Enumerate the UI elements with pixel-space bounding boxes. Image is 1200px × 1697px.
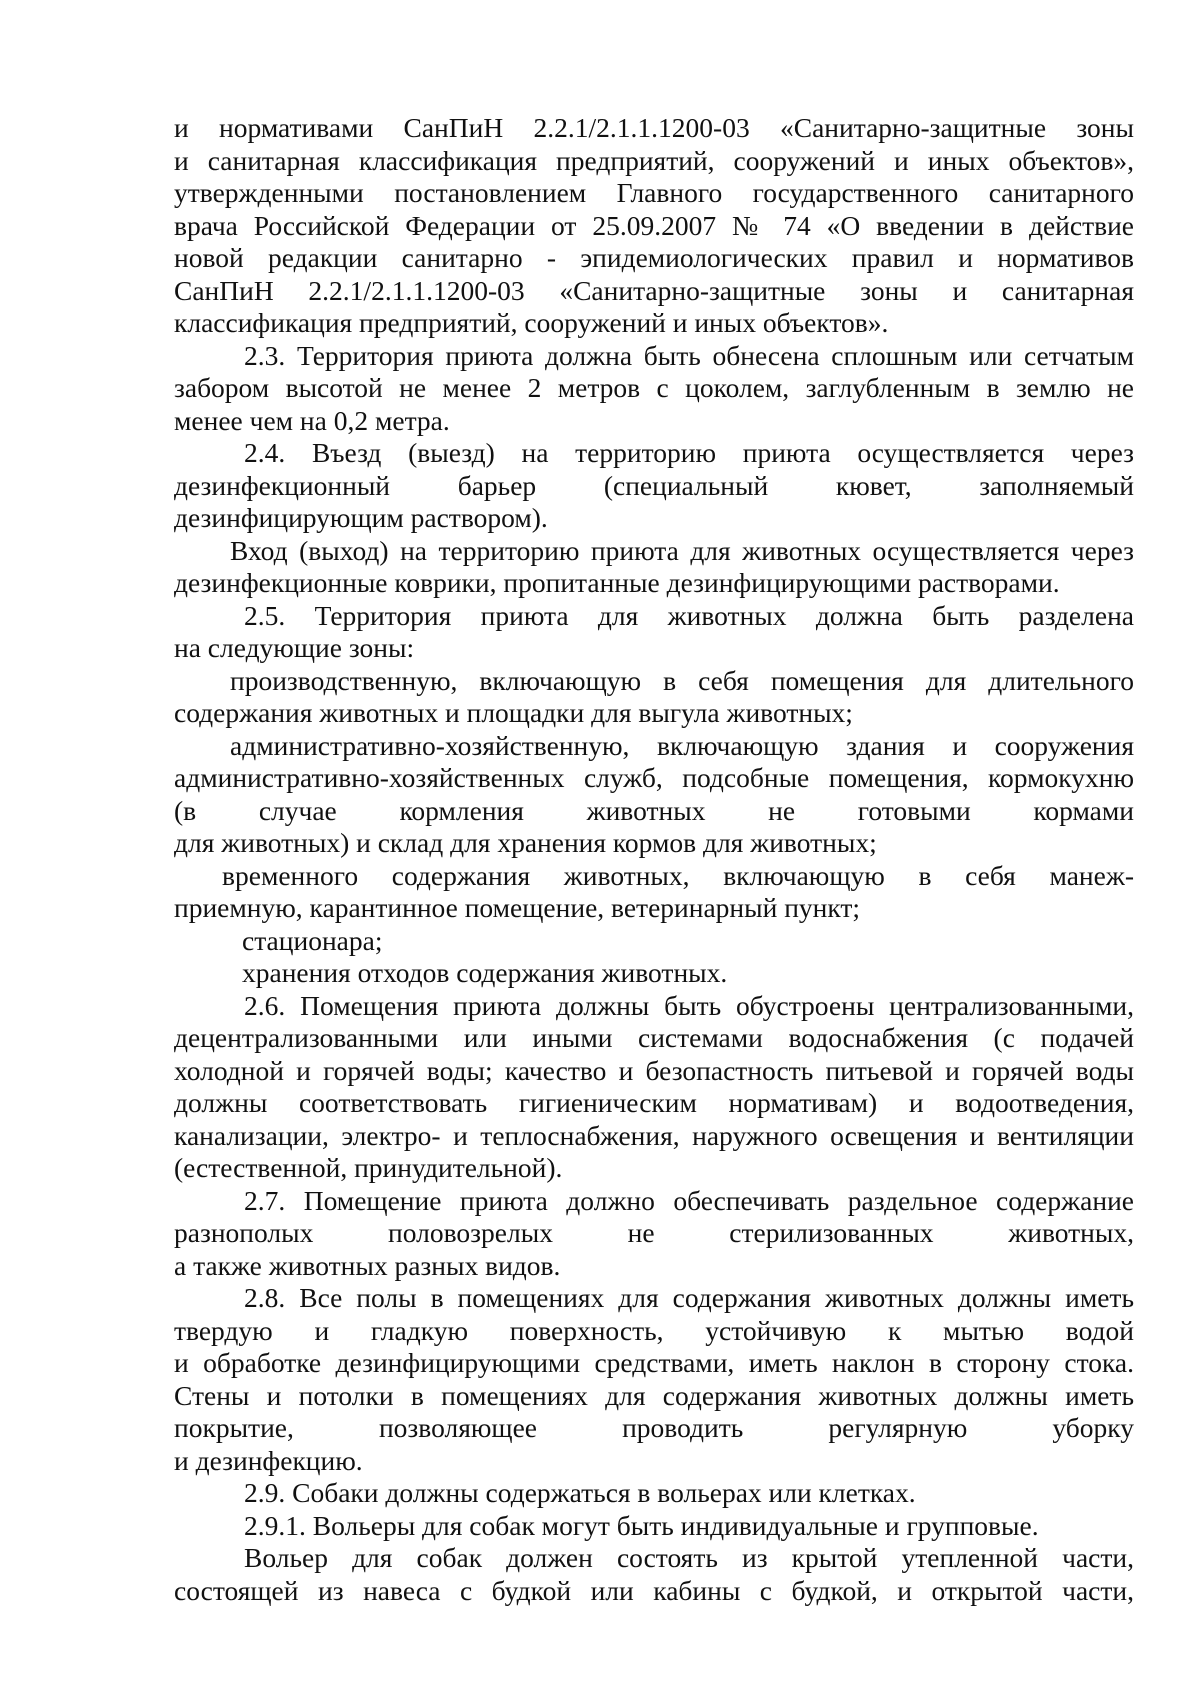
zone-admin-line: административно-хозяйственную, включающую здания и сооружения <box>230 729 1134 761</box>
text-line: менее чем на 0,2 метра. <box>174 404 450 436</box>
text-line: (естественной, принудительной). <box>174 1152 563 1183</box>
text-line: твердую и гладкую поверхность, устойчивую к мытью водой <box>174 1314 1134 1346</box>
text-line: должны соответствовать гигиеническим нормативам) и водоотведения, <box>174 1087 1134 1118</box>
paragraph-2-9-line: 2.9. Собаки должны содержаться в вольерах или клетках. <box>244 1477 916 1508</box>
zone-production-line: производственную, включающую в себя помещения для длительного <box>230 664 1134 696</box>
text-line: покрытие, позволяющее проводить регулярную уборку <box>174 1412 1134 1443</box>
paragraph-entry-line: Вход (выход) на территорию приюта для животных осуществляется через <box>230 534 1134 566</box>
paragraph-2-9-1-line: 2.9.1. Вольеры для собак могут быть индивидуальные и групповые. <box>244 1509 1039 1541</box>
document-body <box>174 112 1134 1607</box>
text-line: приемную, карантинное помещение, ветеринарный пункт; <box>174 892 861 923</box>
text-line: и нормативами СанПиН 2.2.1/2.1.1.1200-03 «Санитарно-защитные зоны <box>174 112 1134 143</box>
paragraph-2-6-line: 2.6. Помещения приюта должны быть обустроены централизованными, <box>244 989 1134 1021</box>
text-line: и дезинфекцию. <box>174 1444 363 1476</box>
text-line: утвержденными постановлением Главного государственного санитарного <box>174 177 1134 208</box>
text-line: и санитарная классификация предприятий, сооружений и иных объектов», <box>174 144 1134 176</box>
text-line: дезинфекционный барьер (специальный кювет, заполняемый <box>174 469 1134 501</box>
zone-temporary-line: временного содержания животных, включающую в себя манеж- <box>222 859 1134 891</box>
text-line: дезинфицирующим раствором). <box>174 502 548 533</box>
text-line: дезинфекционные коврики, пропитанные дезинфицирующими растворами. <box>174 567 1060 598</box>
text-line: для животных) и склад для хранения кормов для животных; <box>174 827 877 858</box>
text-line: холодной и горячей воды; качество и безопастность питьевой и горячей воды <box>174 1054 1134 1086</box>
text-line: административно-хозяйственных служб, подсобные помещения, кормокухню <box>174 762 1134 793</box>
text-line: состоящей из навеса с будкой или кабины с будкой, и открытой части, <box>174 1574 1134 1606</box>
text-line: содержания животных и площадки для выгула животных; <box>174 697 853 728</box>
paragraph-2-5-line: 2.5. Территория приюта для животных должна быть разделена <box>244 599 1134 631</box>
paragraph-enclosure-line: Вольер для собак должен состоять из крытой утепленной части, <box>244 1542 1134 1573</box>
text-line: децентрализованными или иными системами водоснабжения (с подачей <box>174 1022 1134 1053</box>
text-line: Стены и потолки в помещениях для содержания животных должны иметь <box>174 1379 1134 1411</box>
text-line: классификация предприятий, сооружений и иных объектов». <box>174 307 889 338</box>
zone-hospital-line: стационара; <box>242 924 383 956</box>
text-line: канализации, электро- и теплоснабжения, наружного освещения и вентиляции <box>174 1119 1134 1151</box>
zone-waste-line: хранения отходов содержания животных. <box>242 957 728 988</box>
paragraph-2-8-line: 2.8. Все полы в помещениях для содержания животных должны иметь <box>244 1282 1134 1313</box>
text-line: а также животных разных видов. <box>174 1249 561 1281</box>
text-line: СанПиН 2.2.1/2.1.1.1200-03 «Санитарно-защитные зоны и санитарная <box>174 274 1134 306</box>
paragraph-2-4-line: 2.4. Въезд (выезд) на территорию приюта осуществляется через <box>244 437 1134 468</box>
text-line: разнополых половозрелых не стерилизованных животных, <box>174 1217 1134 1248</box>
text-line: врача Российской Федерации от 25.09.2007 № 74 «О введении в действие <box>174 209 1134 241</box>
text-line: и обработке дезинфицирующими средствами, иметь наклон в сторону стока. <box>174 1347 1134 1378</box>
text-line: (в случае кормления животных не готовыми кормами <box>174 794 1134 826</box>
text-line: забором высотой не менее 2 метров с цоколем, заглубленным в землю не <box>174 372 1134 403</box>
text-line: на следующие зоны: <box>174 632 415 663</box>
text-line: новой редакции санитарно - эпидемиологических правил и нормативов <box>174 242 1134 273</box>
paragraph-2-3-line: 2.3. Территория приюта должна быть обнесена сплошным или сетчатым <box>244 339 1134 371</box>
paragraph-2-7-line: 2.7. Помещение приюта должно обеспечивать раздельное содержание <box>244 1184 1134 1216</box>
